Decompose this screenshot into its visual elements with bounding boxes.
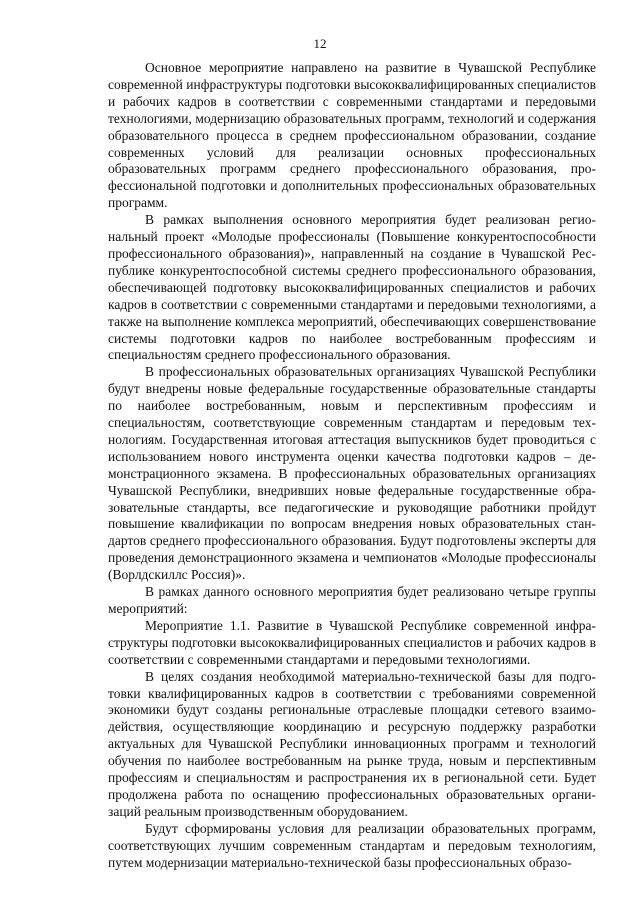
paragraph-regional-project: В рамках выполнения основного мероприятия будет реализован региональный проект «Молодые профессионалы (Повышение конкурентоспособности профессионального образования)», направленный на создание в Чувашской Республике конкурентоспособной системы среднего профессионального образования, обеспечивающей подготовку высококвалифицированных специалистов и рабочих кадров в соответствии с современными стандартами и передовыми технологиями, а также на выполнение комплекса мероприятий, обеспечивающих совершенствование системы подготовки кадров по наиболее востребованным профессиям и специальностям среднего профессионального образования. <box>108 212 596 363</box>
paragraph-activity-1-1: Мероприятие 1.1. Развитие в Чувашской Республике современной инфраструктуры подготовки высококвалифицированных специалистов и рабочих кадров в соответствии с современными стандартами и передовыми технологиями. <box>108 617 596 667</box>
page-number: 12 <box>313 36 327 51</box>
paragraph-main-activity-goal: Основное мероприятие направлено на развитие в Чувашской Республике современной инфраструктуры подготовки высококвалифицированных специалистов и рабочих кадров в соответствии с современными стандартами и передовыми технологиями, модернизацию образовательных программ, технологий и содержания образовательного процесса в среднем профессиональном образовании, создание современных условий для реализации основных профессиональных образовательных программ среднего профессионального образования, профессиональной подготовки и дополнительных профессиональных образовательных программ. <box>108 60 596 211</box>
paragraph-material-base: В целях создания необходимой материально-технической базы для подготовки квалифицированных кадров в соответствии с требованиями современной экономики будут созданы региональные отраслевые площадки сетевого взаимодействия, осуществляющие координацию и ресурсную поддержку разработки актуальных для Чувашской Республики инновационных программ и технологий обучения по наиболее востребованным на рынке труда, новым и перспективным профессиям и специальностям и распространения их в региональной сети. Будет продолжена работа по оснащению профессиональных образовательных организаций реальным производственным оборудованием. <box>108 668 596 819</box>
paragraph-conditions: Будут сформированы условия для реализации образовательных программ, соответствующих лучшим современным стандартам и передовым технологиям, путем модернизации материально-технической базы профессиональных образо- <box>108 820 596 870</box>
paragraph-activity-groups-intro: В рамках данного основного мероприятия будет реализовано четыре группы мероприятий: <box>108 584 596 616</box>
body-text <box>108 60 596 872</box>
paragraph-educational-standards: В профессиональных образовательных организациях Чувашской Республики будут внедрены новые федеральные государственные образовательные стандарты по наиболее востребованным, новым и перспективным профессиям и специальностям, соответствующие современным стандартам и передовым технологиям. Государственная итоговая аттестация выпускников будет проводиться с использованием нового инструмента оценки качества подготовки кадров – демонстрационного экзамена. В профессиональных образовательных организациях Чувашской Республики, внедривших новые федеральные государственные образовательные стандарты, все педагогические и руководящие работники пройдут повышение квалификации по вопросам внедрения новых образовательных стандартов среднего профессионального образования. Будут подготовлены эксперты для проведения демонстрационного экзамена и чемпионатов «Молодые профессионалы (Ворлдскиллс Россия)». <box>108 364 596 583</box>
